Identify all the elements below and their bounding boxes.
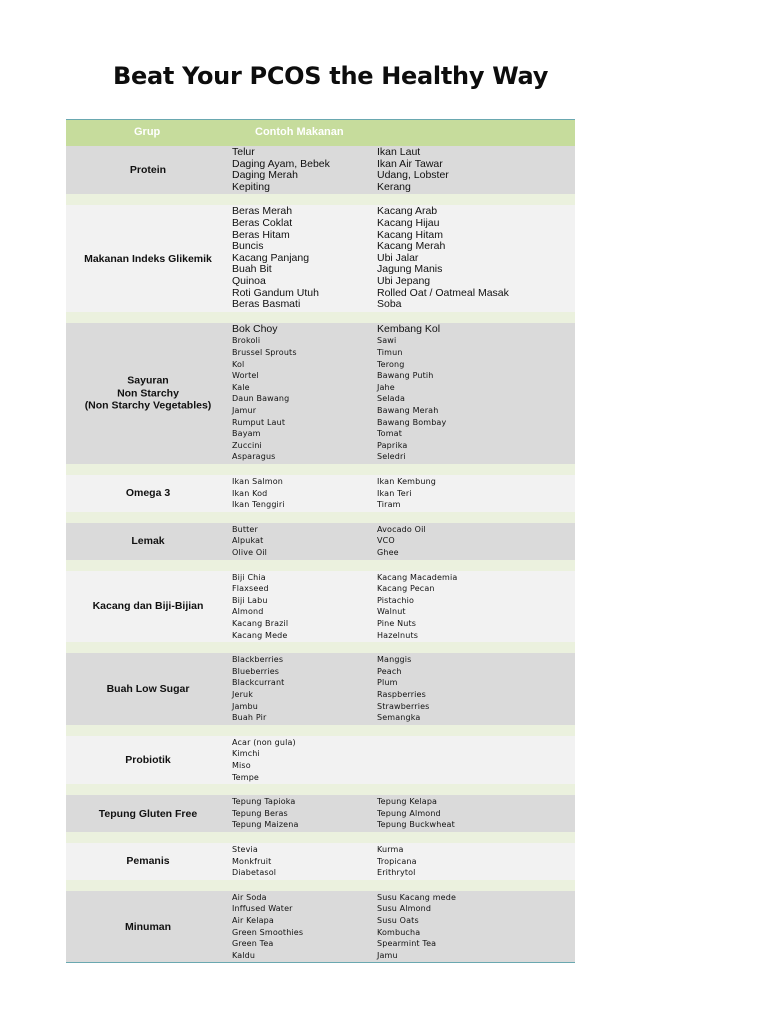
examples-column-2 [377, 844, 417, 879]
food-item: Buah Bit [232, 263, 272, 276]
food-item: Almond [232, 607, 264, 617]
food-item: Miso [232, 760, 251, 770]
food-item: Stevia [232, 844, 258, 854]
header-group: Grup [134, 126, 161, 138]
food-item: Ikan Kembung [377, 476, 437, 486]
food-item: Paprika [377, 440, 408, 450]
examples-column-1 [232, 524, 267, 559]
food-item: Kacang Hitam [377, 228, 443, 241]
group-label-line: Makanan Indeks Glikemik [84, 252, 212, 265]
food-item: Inffused Water [232, 904, 293, 914]
food-item: Kembang Kol [377, 322, 441, 335]
table-row [66, 146, 575, 194]
food-item: Kaldu [232, 950, 256, 960]
food-item: Quinoa [232, 274, 266, 287]
food-item: Manggis [377, 655, 412, 665]
examples-column-1 [232, 206, 319, 310]
group-label [66, 754, 230, 767]
food-item: Daun Bawang [232, 394, 290, 404]
group-label-line: Kacang dan Biji-Bijian [92, 600, 204, 613]
food-item: Tropicana [377, 856, 417, 866]
food-item: Air Soda [232, 892, 267, 902]
food-item: Strawberries [377, 701, 430, 711]
food-item: Kacang Macademia [377, 572, 458, 582]
food-item: Olive Oil [232, 547, 268, 557]
examples-column-2 [377, 324, 446, 463]
food-item: Flaxseed [232, 584, 269, 594]
food-item: Acar (non gula) [232, 737, 296, 747]
food-item: Tepung Kelapa [377, 797, 438, 807]
table-row [66, 891, 575, 963]
examples-column-2 [377, 147, 449, 193]
examples-column-1 [232, 572, 288, 642]
group-label-line: Non Starchy [117, 387, 179, 400]
food-item: Tepung Buckwheat [377, 820, 455, 830]
examples-column-1 [232, 796, 299, 831]
page-title: Beat Your PCOS the Healthy Way [113, 62, 549, 90]
food-item: Kale [232, 382, 250, 392]
row-separator [66, 194, 575, 205]
food-table [66, 119, 575, 963]
row-separator [66, 642, 575, 653]
food-item: Raspberries [377, 689, 426, 699]
examples-column-1 [232, 737, 296, 783]
food-item: Beras Hitam [232, 228, 290, 241]
food-item: Kacang Hijau [377, 216, 440, 229]
examples-column-1 [232, 147, 330, 193]
food-item: Bawang Putih [377, 371, 434, 381]
food-item: Ikan Air Tawar [377, 157, 443, 170]
food-item: Beras Coklat [232, 216, 293, 229]
food-item: Ubi Jalar [377, 251, 419, 264]
food-item: Daging Ayam, Bebek [232, 157, 330, 170]
food-item: Kepiting [232, 180, 270, 193]
examples-column-1 [232, 844, 276, 879]
table-row [66, 795, 575, 832]
food-item: Bayam [232, 429, 261, 439]
group-label-line: Lemak [131, 534, 165, 547]
table-row [66, 653, 575, 725]
examples-column-2 [377, 654, 430, 724]
table-row [66, 843, 575, 880]
food-item: Tepung Almond [377, 808, 441, 818]
table-header [66, 120, 575, 146]
table-bottom-rule [66, 962, 575, 963]
food-item: Susu Kacang mede [377, 892, 457, 902]
row-separator [66, 312, 575, 323]
food-item: Asparagus [232, 452, 276, 462]
food-item: Wortel [232, 371, 259, 381]
table-row [66, 205, 575, 311]
food-item: Avocado Oil [377, 524, 426, 534]
food-item: Kimchi [232, 749, 260, 759]
food-item: Diabetasol [232, 868, 277, 878]
food-item: Timun [377, 347, 403, 357]
food-item: Pistachio [377, 595, 415, 605]
examples-column-1 [232, 654, 284, 724]
food-item: Buah Pir [232, 713, 267, 723]
food-item: Roti Gandum Utuh [232, 286, 319, 299]
group-label-line: Minuman [124, 920, 172, 933]
food-item: Soba [377, 298, 402, 311]
food-item: VCO [377, 536, 395, 546]
food-item: Susu Oats [377, 915, 419, 925]
food-item: Peach [377, 666, 402, 676]
food-item: Green Tea [232, 939, 274, 949]
food-item: Jamur [232, 405, 257, 415]
row-separator [66, 464, 575, 475]
food-item: Bawang Bombay [377, 417, 447, 427]
food-item: Jeruk [232, 689, 254, 699]
group-label-line: Probiotik [125, 753, 171, 766]
group-label-line: Sayuran [127, 374, 169, 387]
food-item: Green Smoothies [232, 927, 304, 937]
table-row [66, 571, 575, 643]
food-item: Bok Choy [232, 322, 278, 335]
group-label [66, 375, 230, 413]
food-item: Kacang Mede [232, 630, 288, 640]
food-item: Rumput Laut [232, 417, 286, 427]
group-label-line: Pemanis [126, 855, 170, 868]
examples-column-1 [232, 324, 297, 463]
food-item: Tomat [377, 429, 403, 439]
header-examples: Contoh Makanan [255, 126, 344, 138]
food-item: Kurma [377, 844, 404, 854]
group-label-line: Omega 3 [125, 487, 171, 500]
food-item: Alpukat [232, 536, 264, 546]
food-item: Tepung Tapioka [232, 797, 296, 807]
food-item: Ikan Tenggiri [232, 500, 285, 510]
group-label-line: Buah Low Sugar [106, 682, 190, 695]
food-item: Ikan Teri [377, 488, 412, 498]
food-item: Udang, Lobster [377, 169, 449, 182]
food-item: Kacang Arab [377, 205, 438, 218]
examples-column-2 [377, 796, 455, 831]
food-item: Telur [232, 146, 255, 158]
food-item: Buncis [232, 240, 264, 253]
food-item: Brokoli [232, 336, 261, 346]
group-label-line: Tepung Gluten Free [98, 807, 198, 820]
food-item: Blueberries [232, 666, 280, 676]
food-item: Air Kelapa [232, 915, 274, 925]
examples-column-2 [377, 892, 456, 962]
food-item: Blackcurrant [232, 678, 285, 688]
table-row [66, 475, 575, 512]
food-item: Butter [232, 524, 258, 534]
food-item: Pine Nuts [377, 618, 417, 628]
food-item: Semangka [377, 713, 421, 723]
food-item: Kol [232, 359, 245, 369]
examples-column-1 [232, 892, 303, 962]
food-item: Monkfruit [232, 856, 272, 866]
group-label-line: Protein [129, 163, 167, 176]
food-item: Kerang [377, 180, 411, 193]
food-item: Tepung Maizena [232, 820, 299, 830]
food-item: Ikan Laut [377, 146, 421, 158]
food-item: Terong [377, 359, 405, 369]
group-label [66, 683, 230, 696]
food-item: Jamu [377, 950, 398, 960]
food-item: Jambu [232, 701, 258, 711]
table-row [66, 523, 575, 560]
row-separator [66, 880, 575, 891]
food-item: Sawi [377, 336, 397, 346]
group-label [66, 807, 230, 820]
row-separator [66, 512, 575, 523]
food-item: Kacang Brazil [232, 618, 289, 628]
group-label [66, 487, 230, 500]
food-item: Seledri [377, 452, 406, 462]
table-row [66, 736, 575, 784]
food-item: Ikan Salmon [232, 476, 283, 486]
food-item: Kacang Merah [377, 240, 446, 253]
examples-column-2 [377, 572, 457, 642]
group-label-line: (Non Starchy Vegetables) [84, 399, 212, 412]
food-item: Kacang Panjang [232, 251, 310, 264]
food-item: Beras Merah [232, 205, 293, 218]
group-label [66, 252, 230, 265]
food-item: Walnut [377, 607, 406, 617]
food-item: Tempe [232, 772, 259, 782]
food-item: Selada [377, 394, 406, 404]
row-separator [66, 832, 575, 843]
food-item: Spearmint Tea [377, 939, 437, 949]
food-item: Erithrytol [377, 868, 416, 878]
food-item: Susu Almond [377, 904, 432, 914]
food-item: Daging Merah [232, 169, 298, 182]
group-label [66, 164, 230, 177]
food-item: Brussel Sprouts [232, 347, 297, 357]
food-item: Tiram [377, 500, 401, 510]
food-item: Rolled Oat / Oatmeal Masak [377, 286, 509, 299]
examples-column-2 [377, 206, 509, 310]
food-item: Ikan Kod [232, 488, 268, 498]
table-body [66, 146, 575, 962]
food-item: Hazelnuts [377, 630, 419, 640]
food-item: Ubi Jepang [377, 274, 431, 287]
food-item: Kacang Pecan [377, 584, 435, 594]
group-label [66, 920, 230, 933]
food-item: Biji Labu [232, 595, 268, 605]
table-row [66, 323, 575, 464]
group-label [66, 535, 230, 548]
food-item: Kombucha [377, 927, 421, 937]
examples-column-2 [377, 476, 436, 511]
food-item: Blackberries [232, 655, 284, 665]
group-label [66, 600, 230, 613]
examples-column-2 [377, 524, 426, 559]
examples-column-1 [232, 476, 285, 511]
row-separator [66, 725, 575, 736]
row-separator [66, 560, 575, 571]
food-item: Beras Basmati [232, 298, 301, 311]
food-item: Tepung Beras [232, 808, 288, 818]
row-separator [66, 784, 575, 795]
food-item: Ghee [377, 547, 399, 557]
food-item: Zuccini [232, 440, 262, 450]
food-item: Jahe [377, 382, 395, 392]
group-label [66, 855, 230, 868]
food-item: Jagung Manis [377, 263, 443, 276]
food-item: Bawang Merah [377, 405, 439, 415]
food-item: Plum [377, 678, 398, 688]
food-item: Biji Chia [232, 572, 266, 582]
